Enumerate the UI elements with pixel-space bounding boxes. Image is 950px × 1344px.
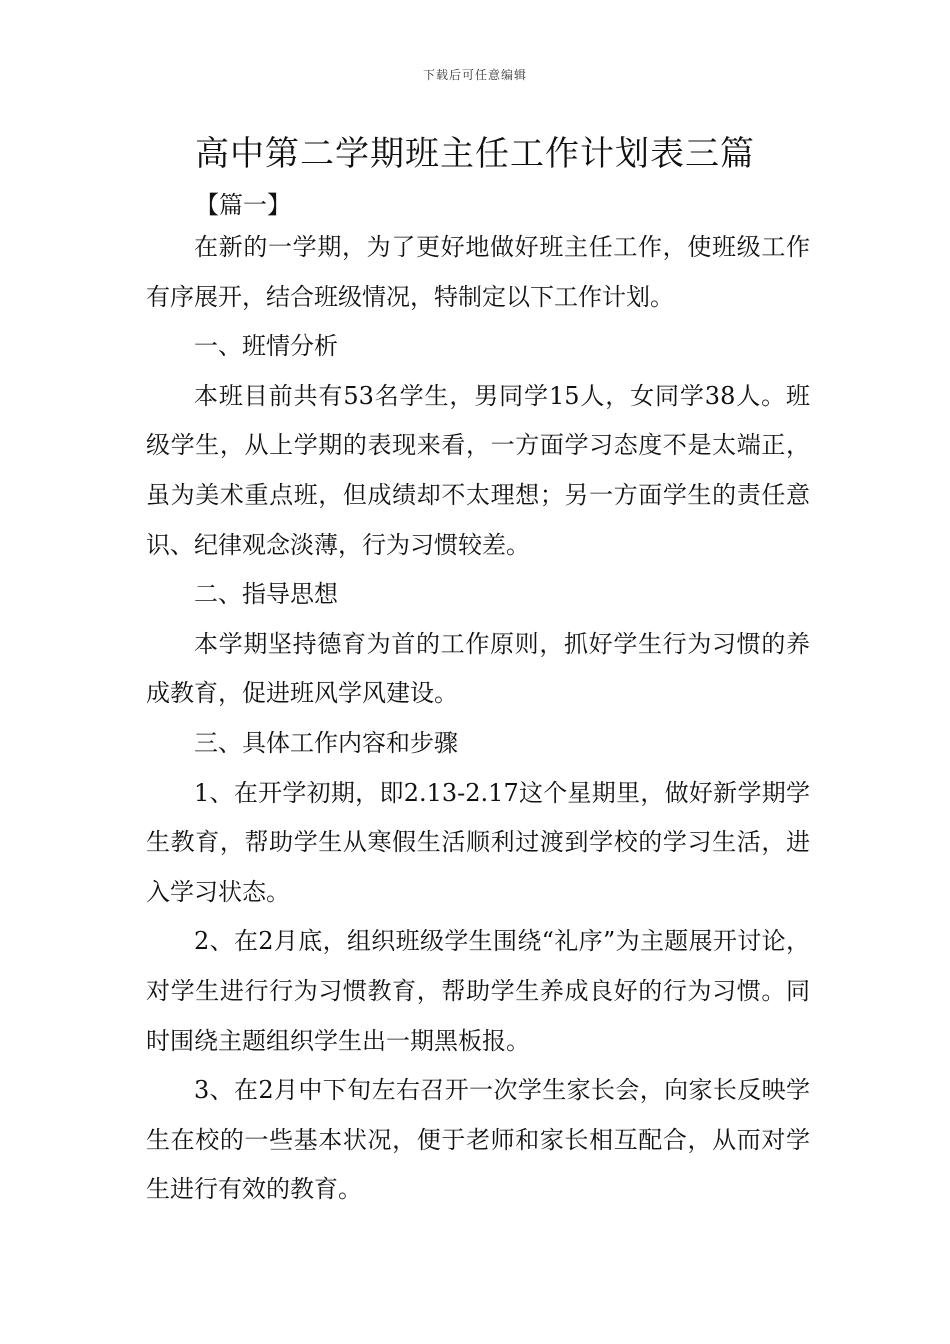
paragraph-guiding-ideology: 本学期坚持德育为首的工作原则，抓好学生行为习惯的养成教育，促进班风学风建设。 (146, 629, 810, 708)
document-body (146, 223, 810, 1215)
heading-class-analysis: 一、班情分析 (194, 332, 338, 361)
section-label: 【篇一】 (195, 191, 291, 219)
paragraph-intro: 在新的一学期，为了更好地做好班主任工作，使班级工作有序展开，结合班级情况，特制定以下工作计划。 (146, 233, 810, 311)
paragraph-step-2: 2、在2月底，组织班级学生围绕“礼序”为主题展开讨论，对学生进行行为习惯教育，帮助学生养成良好的行为习惯。同时围绕主题组织学生出一期黑板报。 (146, 927, 810, 1055)
heading-guiding-ideology: 二、指导思想 (194, 580, 338, 609)
heading-work-content: 三、具体工作内容和步骤 (194, 728, 458, 757)
paragraph-step-3: 3、在2月中下旬左右召开一次学生家长会，向家长反映学生在校的一些基本状况，便于老师和家长相互配合，从而对学生进行有效的教育。 (146, 1076, 810, 1204)
paragraph-step-1: 1、在开学初期，即2.13-2.17这个星期里，做好新学期学生教育，帮助学生从寒假生活顺利过渡到学校的学习生活，进入学习状态。 (146, 778, 810, 906)
paragraph-class-analysis: 本班目前共有53名学生，男同学15人，女同学38人。班级学生，从上学期的表现来看，一方面学习态度不是太端正，虽为美术重点班，但成绩却不太理想；另一方面学生的责任意识、纪律观念淡薄，行为习惯较差。 (146, 381, 810, 559)
header-note: 下载后可任意编辑 (422, 68, 527, 82)
document-title: 高中第二学期班主任工作计划表三篇 (195, 134, 755, 174)
